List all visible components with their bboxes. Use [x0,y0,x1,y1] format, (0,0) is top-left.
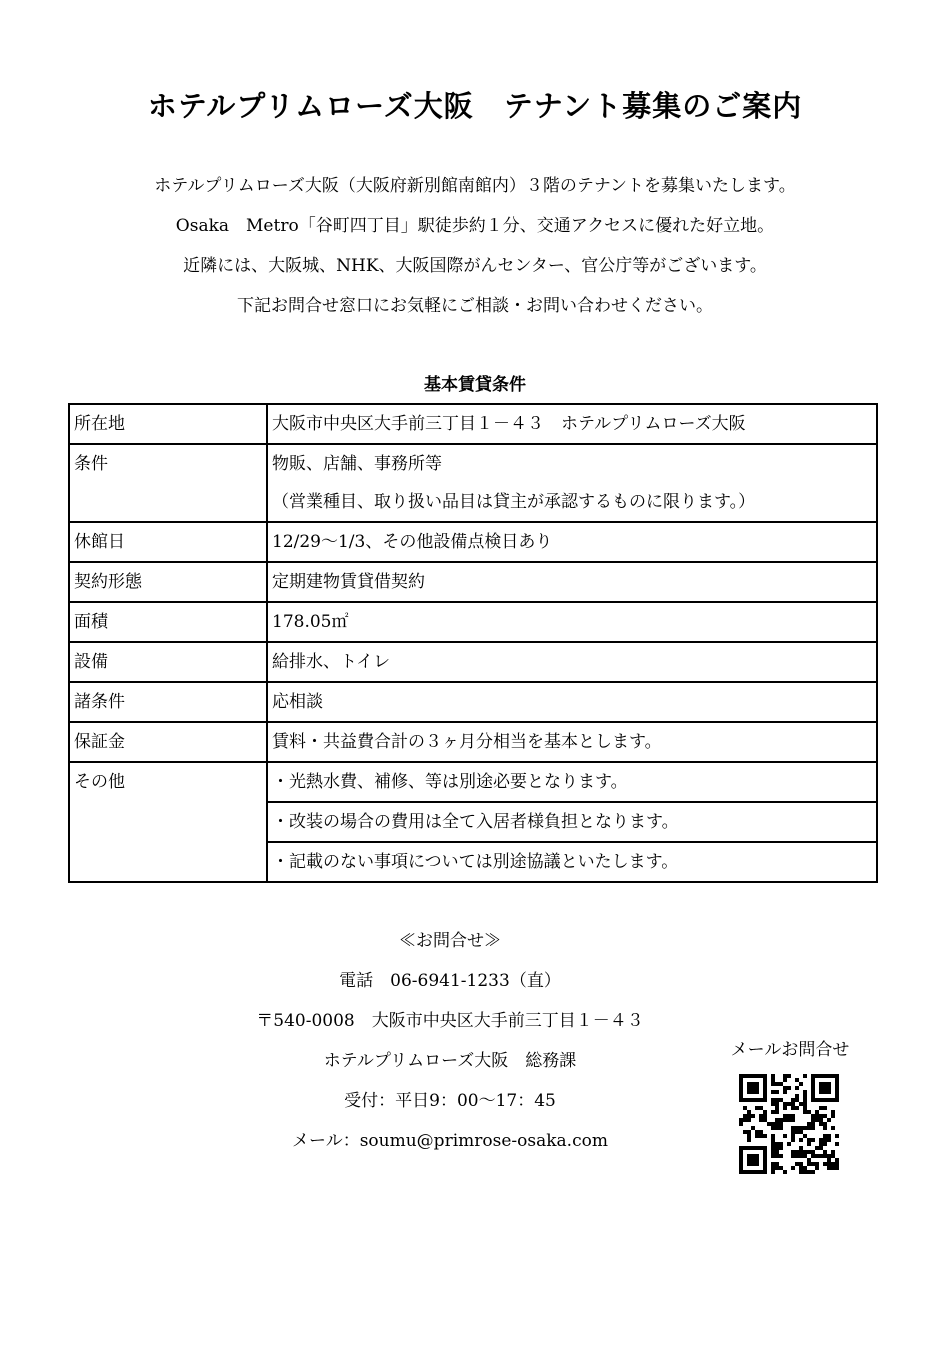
conditions-note: （営業種目、取り扱い品目は貸主が承認するものに限ります。） [272,492,756,512]
table-row [69,642,877,682]
row-label-closed-days: 休館日 [69,522,267,562]
table-row [69,522,877,562]
intro-line: 下記お問合せ窓口にお気軽にご相談・お問い合わせください。 [237,296,713,316]
row-value-contract: 定期建物賃貸借契約 [267,562,877,602]
row-value-other-3: ・記載のない事項については別途協議といたします。 [267,842,877,882]
row-label-conditions: 条件 [69,444,267,522]
section-title: 基本賃貸条件 [424,375,526,395]
row-value-facilities: 給排水、トイレ [267,642,877,682]
contact-heading: ≪お問合せ≫ [399,931,501,951]
contact-address: 〒540-0008 大阪市中央区大手前三丁目１－４３ [256,1011,644,1031]
row-label-contract: 契約形態 [69,562,267,602]
qr-label: メールお問合せ [730,1040,850,1060]
table-row [69,762,877,802]
table-row [69,562,877,602]
table-row [69,444,877,522]
contact-hours: 受付：平日9：00～17：45 [344,1091,556,1111]
row-value-conditions [267,444,877,522]
row-value-closed-days: 12/29～1/3、その他設備点検日あり [267,522,877,562]
row-label-area: 面積 [69,602,267,642]
table-row [69,682,877,722]
rental-terms-table [68,403,878,883]
table-row [69,722,877,762]
qr-code-icon[interactable] [737,1074,841,1174]
row-label-deposit: 保証金 [69,722,267,762]
conditions-value: 物販、店舗、事務所等 [272,454,442,474]
contact-phone: 電話 06-6941-1233（直） [339,971,561,991]
row-value-area: 178.05㎡ [267,602,877,642]
row-value-location: 大阪市中央区大手前三丁目１－４３ ホテルプリムローズ大阪 [267,404,877,444]
table-row [69,404,877,444]
row-label-other: その他 [69,762,267,882]
page-title: ホテルプリムローズ大阪 テナント募集のご案内 [147,89,803,123]
intro-line: Osaka Metro「谷町四丁目」駅徒歩約１分、交通アクセスに優れた好立地。 [175,216,775,236]
intro-text [0,172,950,332]
row-label-misc: 諸条件 [69,682,267,722]
contact-email: メール：soumu@primrose-osaka.com [292,1131,608,1151]
contact-department: ホテルプリムローズ大阪 総務課 [323,1051,577,1071]
row-value-other-2: ・改装の場合の費用は全て入居者様負担となります。 [267,802,877,842]
row-label-location: 所在地 [69,404,267,444]
row-value-misc: 応相談 [267,682,877,722]
row-label-facilities: 設備 [69,642,267,682]
row-value-other-1: ・光熱水費、補修、等は別途必要となります。 [267,762,877,802]
row-value-deposit: 賃料・共益費合計の３ヶ月分相当を基本とします。 [267,722,877,762]
intro-line: 近隣には、大阪城、NHK、大阪国際がんセンター、官公庁等がございます。 [183,256,767,276]
intro-line: ホテルプリムローズ大阪（大阪府新別館南館内）３階のテナントを募集いたします。 [154,176,796,196]
table-row [69,602,877,642]
